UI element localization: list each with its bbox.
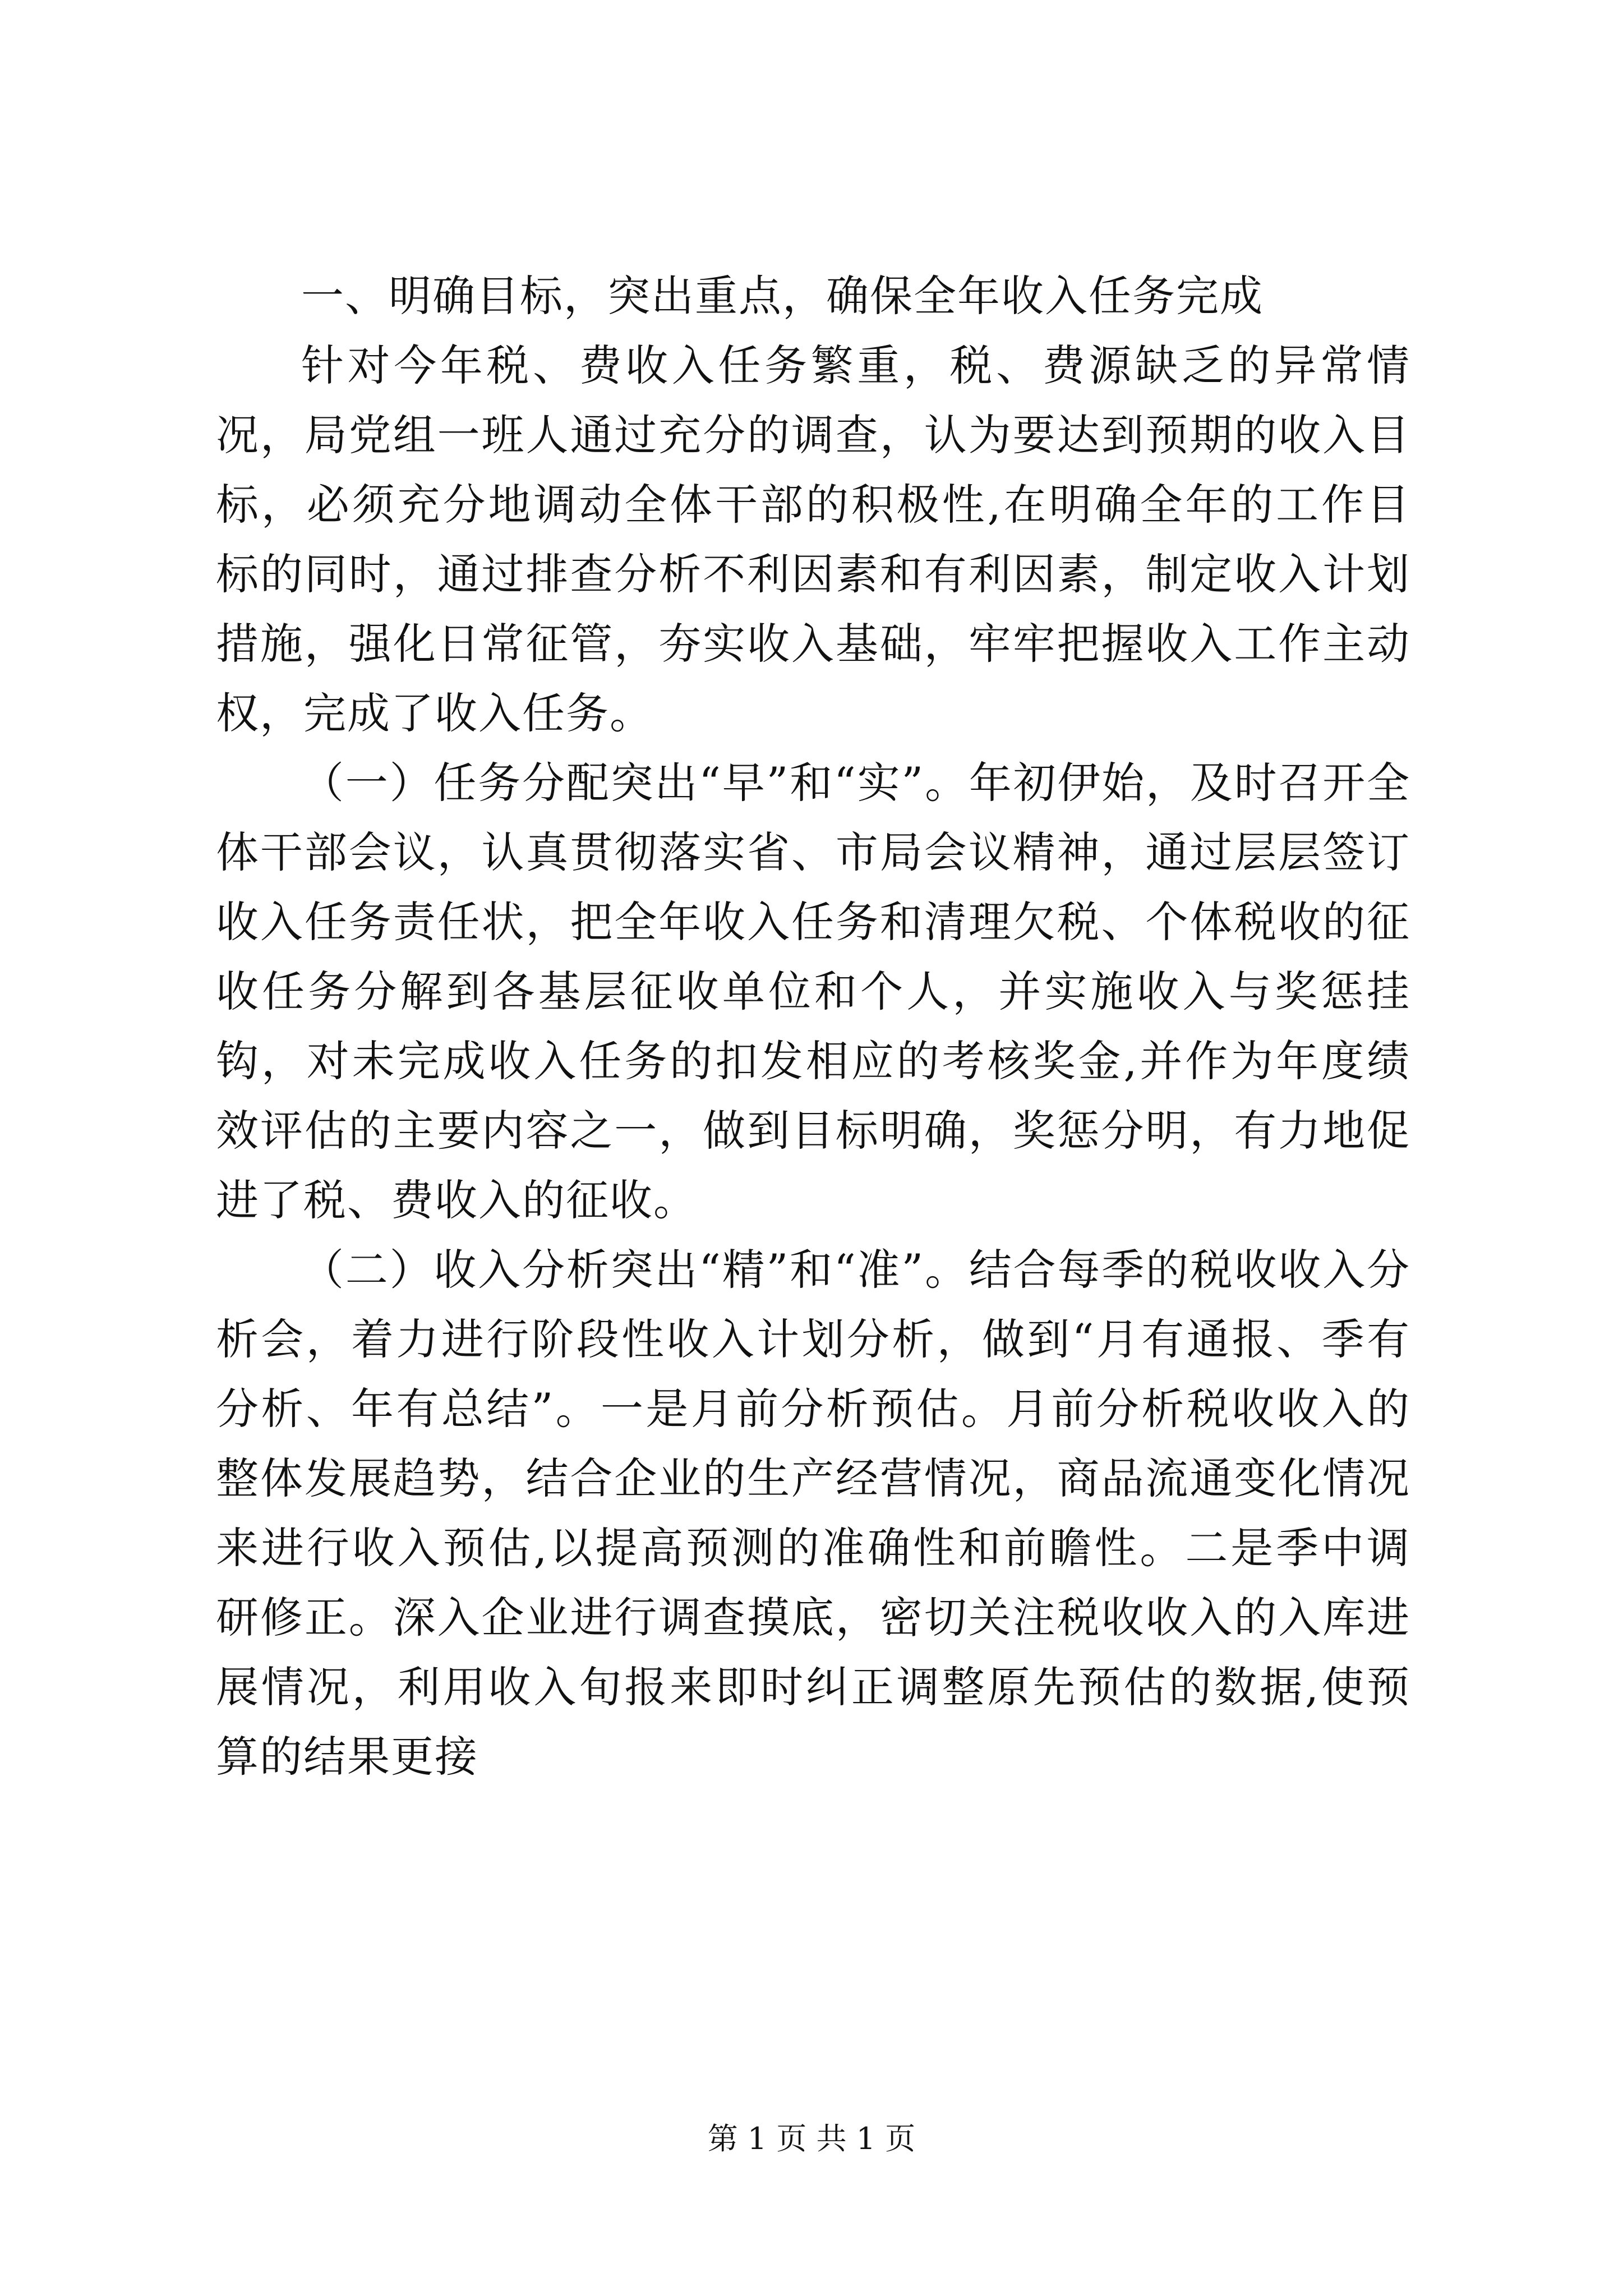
paragraph-revenue-overview: 针对今年税、费收入任务繁重，税、费源缺乏的异常情况，局党组一班人通过充分的调查，认为要达到预期的收入目标，必须充分地调动全体干部的积极性,在明确全年的工作目标的同时，通过排查分析不利因素和有利因素，制定收入计划措施，强化日常征管，夯实收入基础，牢牢把握收入工作主动权，完成了收入任务。	[216, 341, 1410, 738]
paragraph-task-allocation: （一）任务分配突出“早”和“实”。年初伊始，及时召开全体干部会议，认真贯彻落实省、市局会议精神，通过层层签订收入任务责任状，把全年收入任务和清理欠税、个体税收的征收任务分解到各基层征收单位和个人，并实施收入与奖惩挂钩，对未完成收入任务的扣发相应的考核奖金,并作为年度绩效评估的主要内容之一，做到目标明确，奖惩分明，有力地促进了税、费收入的征收。	[216, 758, 1410, 1225]
document-body	[216, 261, 1410, 1792]
page-footer: 第 1 页 共 1 页	[707, 2121, 916, 2156]
section-heading: 一、明确目标，突出重点，确保全年收入任务完成	[301, 271, 1264, 321]
paragraph-revenue-analysis: （二）收入分析突出“精”和“准”。结合每季的税收收入分析会，着力进行阶段性收入计划分析，做到“月有通报、季有分析、年有总结”。一是月前分析预估。月前分析税收收入的整体发展趋势，结合企业的生产经营情况，商品流通变化情况来进行收入预估,以提高预测的准确性和前瞻性。二是季中调研修正。深入企业进行调查摸底，密切关注税收收入的入库进展情况，利用收入旬报来即时纠正调整原先预估的数据,使预算的结果更接	[216, 1245, 1410, 1782]
